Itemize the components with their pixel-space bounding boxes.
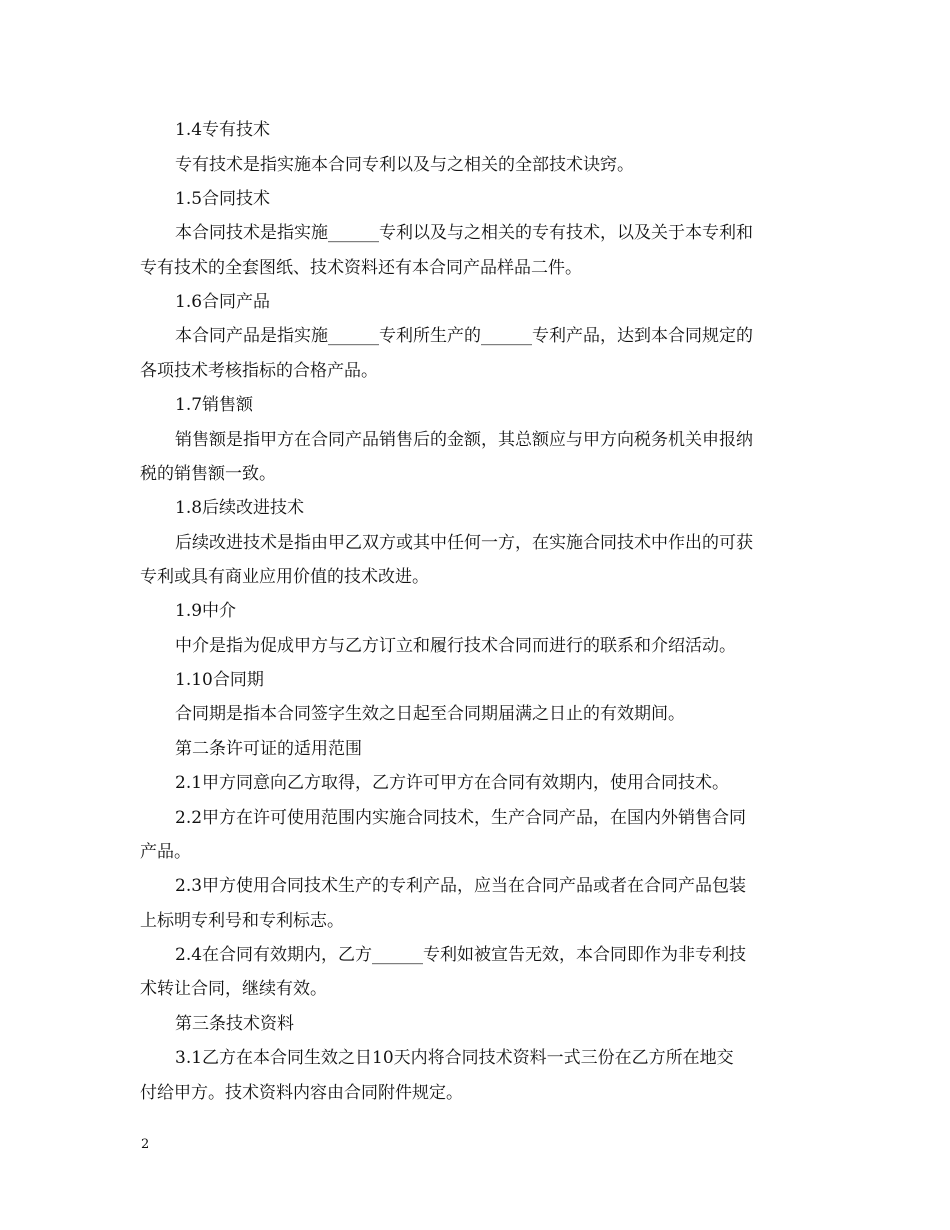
heading-1-9: 1.9中介 xyxy=(175,601,237,621)
clause-2-4: 2.4在合同有效期内，乙方______专利如被宣告无效，本合同即作为非专利技 xyxy=(175,945,747,965)
article-3-heading: 第三条技术资料 xyxy=(175,1014,294,1034)
heading-1-10: 1.10合同期 xyxy=(175,670,264,690)
heading-1-5: 1.5合同技术 xyxy=(175,189,271,209)
paragraph-line: 销售额是指甲方在合同产品销售后的金额，其总额应与甲方向税务机关申报纳 xyxy=(175,430,753,450)
heading-1-8: 1.8后续改进技术 xyxy=(175,498,305,518)
paragraph-line: 上标明专利号和专利标志。 xyxy=(140,911,344,931)
paragraph-line: 本合同产品是指实施______专利所生产的______专利产品，达到本合同规定的 xyxy=(175,326,753,346)
paragraph-line: 付给甲方。技术资料内容由合同附件规定。 xyxy=(140,1083,463,1103)
clause-2-1: 2.1甲方同意向乙方取得，乙方许可甲方在合同有效期内，使用合同技术。 xyxy=(175,773,730,793)
page-number: 2 xyxy=(141,1137,150,1152)
paragraph-line: 各项技术考核指标的合格产品。 xyxy=(140,361,378,381)
heading-1-6: 1.6合同产品 xyxy=(175,292,271,312)
clause-2-2: 2.2甲方在许可使用范围内实施合同技术，生产合同产品，在国内外销售合同 xyxy=(175,808,747,828)
clause-3-1: 3.1乙方在本合同生效之日10天内将合同技术资料一式三份在乙方所在地交 xyxy=(175,1048,734,1068)
heading-1-4: 1.4专有技术 xyxy=(175,120,271,140)
article-2-heading: 第二条许可证的适用范围 xyxy=(175,739,362,759)
clause-2-3: 2.3甲方使用合同技术生产的专利产品，应当在合同产品或者在合同产品包装 xyxy=(175,876,747,896)
paragraph-line: 税的销售额一致。 xyxy=(140,464,276,484)
paragraph-line: 后续改进技术是指由甲乙双方或其中任何一方，在实施合同技术中作出的可获 xyxy=(175,533,753,553)
paragraph-line: 中介是指为促成甲方与乙方订立和履行技术合同而进行的联系和介绍活动。 xyxy=(175,636,736,656)
paragraph-line: 合同期是指本合同签字生效之日起至合同期届满之日止的有效期间。 xyxy=(175,704,685,724)
paragraph-line: 专有技术是指实施本合同专利以及与之相关的全部技术诀窍。 xyxy=(175,155,634,175)
heading-1-7: 1.7销售额 xyxy=(175,395,254,415)
paragraph-line: 产品。 xyxy=(140,842,191,862)
paragraph-line: 专利或具有商业应用价值的技术改进。 xyxy=(140,567,429,587)
paragraph-line: 术转让合同，继续有效。 xyxy=(140,979,327,999)
paragraph-line: 本合同技术是指实施______专利以及与之相关的专有技术，以及关于本专利和 xyxy=(175,223,753,243)
paragraph-line: 专有技术的全套图纸、技术资料还有本合同产品样品二件。 xyxy=(140,258,582,278)
